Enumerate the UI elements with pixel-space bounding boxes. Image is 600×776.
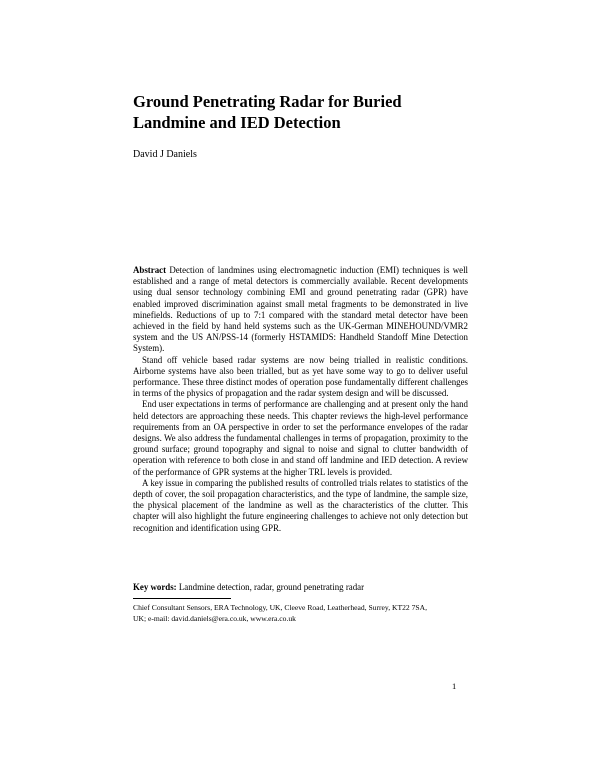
footnote-line-2: UK; e-mail: david.daniels@era.co.uk, www.era.co.uk (133, 613, 296, 623)
keywords-text: Landmine detection, radar, ground penetrating radar (178, 582, 365, 592)
abstract-paragraph-1-text: Detection of landmines using electromagnetic induction (EMI) techniques is well established and a range of metal detectors is commercially available. Recent developments using dual sensor technology combining EMI and ground penetrating radar (GPR) have enabled improved discrimination against small metal fragments to be demonstrated in live minefields. Reductions of up to 7:1 compared with the standard metal detector have been achieved in the field by hand held systems such as the UK-German MINEHOUND/VMR2 system and the US AN/PSS-14 (formerly HSTAMIDS: Handheld Standoff Mine Detection System). (133, 265, 469, 354)
paper-title (133, 91, 473, 133)
author-name: David J Daniels (133, 149, 197, 160)
author-affiliation-footnote (133, 603, 468, 624)
title-line-2: Landmine and IED Detection (133, 113, 341, 132)
abstract-paragraph (133, 265, 468, 355)
abstract-label: Abstract (133, 265, 167, 275)
title-line-1: Ground Penetrating Radar for Buried (133, 92, 402, 111)
abstract-block (133, 265, 468, 534)
abstract-paragraph: Stand off vehicle based radar systems are now being trialled in realistic conditions. Airborne systems have also been trialled, but as yet have some way to go to deliver useful performance. These three distinct modes of operation pose fundamentally different challenges in terms of the physics of propagation and the radar system design and will be discussed. (133, 354, 468, 399)
abstract-paragraph: End user expectations in terms of performance are challenging and at present only the hand held detectors are approaching these needs. This chapter reviews the high-level performance requirements from an OA perspective in order to set the performance envelopes of the radar designs. We also address the fundamental challenges in terms of propagation, proximity to the ground surface; ground topography and signal to noise and signal to clutter bandwidth of operation with reference to both close in and stand off landmine and IED detection. A review of the performance of GPR systems at the higher TRL levels is provided. (133, 399, 468, 477)
page-number: 1 (452, 681, 457, 691)
abstract-paragraph: A key issue in comparing the published results of controlled trials relates to statistics of the depth of cover, the soil propagation characteristics, and the type of landmine, the sample size, the physical placement of the landmine as well as the characteristics of the clutter. This chapter will also highlight the future engineering challenges to achieve not only detection but recognition and identification using GPR. (133, 477, 468, 533)
footnote-line-1: Chief Consultant Sensors, ERA Technology, UK, Cleeve Road, Leatherhead, Surrey, KT22 7SA, (133, 603, 428, 612)
keywords-label: Key words: (133, 582, 177, 592)
footnote-rule (133, 598, 231, 599)
keywords-line (133, 581, 468, 593)
